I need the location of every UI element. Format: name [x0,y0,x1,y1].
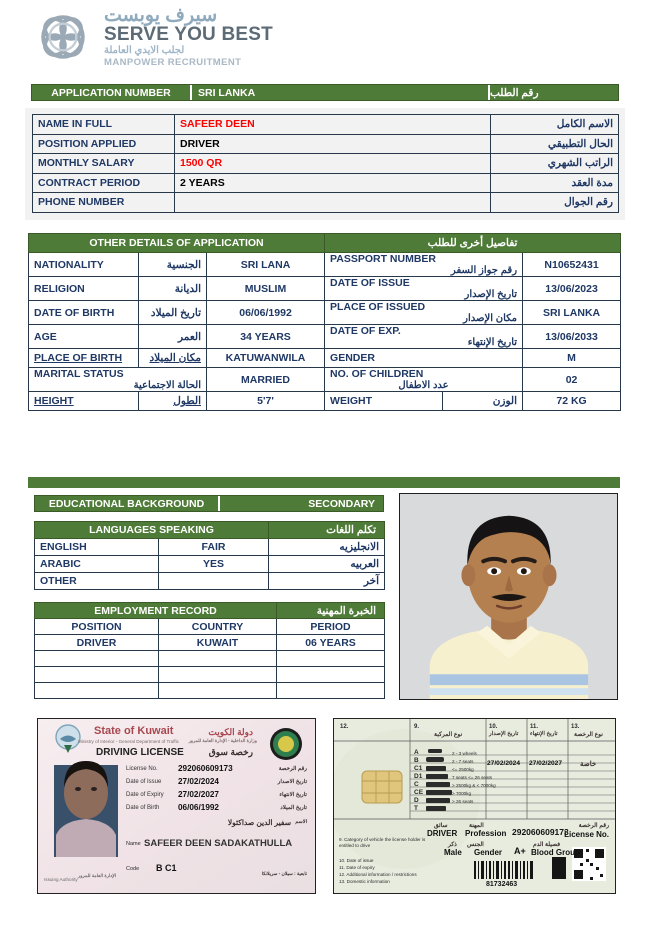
license-name-ar-label: الاسم [295,819,307,825]
table-row [29,368,621,392]
table-row [35,539,385,556]
back-gender-label: Gender [474,848,503,857]
table-row [35,651,385,667]
vclass-d-desc: > 26 seats [452,799,474,804]
label-place-of-birth: PLACE OF BIRTH [29,349,139,368]
back-barcode-number: 81732463 [486,881,518,888]
value-name-in-full: SAFEER DEEN [175,115,491,135]
back-header-expiry-ar: تاريخ الإنتهاء [530,731,558,737]
table-row [35,573,385,590]
application-number-value: SRI LANKA [192,85,490,100]
table-row [35,635,385,651]
value-place-of-issued: SRI LANKA [523,301,621,325]
value-weight: 72 KG [523,392,621,411]
arabic-position-applied: الحال التطبيقي [491,134,619,154]
arabic-date-of-birth: تاريخ الميلاد [139,301,207,325]
arabic-phone-number: رقم الجوال [491,193,619,213]
application-number-bar [31,84,619,101]
column-header-position: POSITION [35,619,159,635]
back-blood-group-label: Blood Group [531,848,580,857]
license-country-en: State of Kuwait [94,725,174,737]
back-note-12: 12. Additional information / restrictions [339,872,417,877]
vclass-c-desc: > 2500kg & < 7000kg [452,783,496,788]
vclass-b-code: B [414,757,419,764]
vclass-ce-code: CE [414,789,424,796]
license-name-ar-value: سفير الدين صداكثولا [227,818,291,827]
value-country-2 [159,651,277,667]
license-dob-value: 06/06/1992 [178,803,219,812]
label-monthly-salary: MONTHLY SALARY [33,154,175,174]
license-country-ar: دولة الكويت [208,727,253,737]
no-of-children-ar: عدد الاطفال [398,380,449,391]
license-expiry-label-ar: تاريخ الانتهاء [279,792,307,798]
arabic-weight: الوزن [443,392,523,411]
arabic-place-of-birth: مكان الميلاد [139,349,207,368]
label-age: AGE [29,325,139,349]
value-passport-number: N10652431 [523,253,621,277]
table-row [29,277,621,301]
driving-license-back-image [333,718,616,894]
date-of-exp-ar: تاريخ الإنتهاء [467,337,518,348]
table-row [35,556,385,573]
license-issue-label-ar: تاريخ الاصدار [277,779,307,785]
table-row [33,173,619,193]
table-row [35,683,385,699]
driving-license-front-image [37,718,316,894]
table-row [35,522,385,539]
license-no-value: 292060609173 [178,764,233,773]
arabic-height: الطول [139,392,207,411]
company-english-tagline: MANPOWER RECRUITMENT [104,57,242,68]
vclass-a-code: A [414,749,419,756]
value-country-3 [159,667,277,683]
educational-background-value: SECONDARY [220,496,383,511]
license-name-value: SAFEER DEEN SADAKATHULLA [144,838,293,849]
back-header-vehicle-type-ar: نوع المركبة [434,732,463,738]
company-logo-icon [32,8,94,66]
back-date-of-issue: 27/02/2024 [487,760,521,767]
label-date-of-exp [325,325,523,349]
vclass-a-desc: 2 - 3 wheels [452,751,477,756]
back-col-11: 11. [530,724,539,730]
license-dob-label: Date of Birth [126,805,160,811]
back-profession-value: DRIVER [427,829,458,838]
date-of-issue-ar: تاريخ الإصدار [464,289,518,300]
table-row [33,193,619,213]
table-row [35,667,385,683]
vclass-c1-desc: <= 2500kg [452,767,474,772]
personal-details-table [32,114,619,213]
arabic-name-in-full: الاسم الكامل [491,115,619,135]
vclass-t-code: T [414,805,418,812]
back-note-10: 10. Date of issue [339,858,374,863]
label-date-of-birth: DATE OF BIRTH [29,301,139,325]
value-language-english: FAIR [159,539,269,556]
marital-status-ar: الحالة الاجتماعية [133,380,201,391]
license-ministry-en: Ministry of Interior - General Department of Traffic [78,739,180,744]
back-date-of-expiry: 27/02/2027 [529,760,563,767]
back-profession-ar-label: المهنة [469,823,484,829]
vclass-ce-desc: > 7000kg [452,791,472,796]
back-gender-value: Male [444,848,462,857]
license-no-label: License No. [126,766,158,772]
label-date-of-issue [325,277,523,301]
table-row [29,301,621,325]
date-of-issue-en: DATE OF ISSUE [330,277,410,289]
label-language-other: OTHER [35,573,159,590]
educational-background-bar [34,495,384,512]
label-gender: GENDER [325,349,523,368]
section-divider-green-bar [28,477,620,488]
table-row [29,253,621,277]
label-marital-status [29,368,207,392]
value-period-3 [277,667,385,683]
value-position-applied: DRIVER [175,134,491,154]
employment-header-en: EMPLOYMENT RECORD [35,603,277,619]
license-issue-value: 27/02/2024 [178,777,219,786]
back-header-issue-ar: تاريخ الإصدار [489,731,519,737]
company-header [0,0,647,74]
value-position-4 [35,683,159,699]
value-date-of-exp: 13/06/2033 [523,325,621,349]
arabic-language-english: الانجليزيه [269,539,385,556]
value-phone-number [175,193,491,213]
label-phone-number: PHONE NUMBER [33,193,175,213]
other-details-table [28,233,621,411]
license-issue-label: Date of Issue [126,779,162,785]
arabic-nationality: الجنسية [139,253,207,277]
no-of-children-en: NO. OF CHILDREN [330,368,424,380]
back-profession-ar-value: سائق [434,823,448,829]
arabic-language-other: آخر [269,573,385,590]
value-nationality: SRI LANA [207,253,325,277]
label-contract-period: CONTRACT PERIOD [33,173,175,193]
languages-header-en: LANGUAGES SPEAKING [35,522,269,539]
back-note-9: 9. Category of vehicle the license holder is entitled to drive [339,837,426,848]
back-col-13: 13. [571,724,580,730]
company-arabic-tagline: لجلب الايدي العاملة [104,45,185,56]
languages-table [34,521,385,590]
column-header-period: PERIOD [277,619,385,635]
license-nationality-ar: تابعية : سيلان - سريلانكا [261,871,307,876]
place-of-issued-en: PLACE OF ISSUED [330,301,426,313]
value-contract-period: 2 YEARS [175,173,491,193]
label-height: HEIGHT [29,392,139,411]
table-row [29,234,621,253]
label-language-arabic: ARABIC [35,556,159,573]
back-note-13: 13. Domestic information [339,879,390,884]
vclass-c1-code: C1 [414,765,423,772]
value-period-1: 06 YEARS [277,635,385,651]
table-row [33,154,619,174]
license-authority-en: Issuing Authority [44,877,78,882]
vclass-d-code: D [414,797,419,804]
back-gender-ar-value: ذكر [448,842,457,848]
back-col-10: 10. [489,724,498,730]
vclass-b-desc: 2 - 7 seats [452,759,474,764]
label-nationality: NATIONALITY [29,253,139,277]
license-ministry-ar: وزارة الداخلية - الإدارة العامة للمرور [188,738,257,743]
table-row [35,603,385,619]
value-period-2 [277,651,385,667]
table-row [33,115,619,135]
back-license-no-value: 292060609173 [512,827,569,837]
back-profession-label: Profession [465,829,507,838]
arabic-contract-period: مدة العقد [491,173,619,193]
label-religion: RELIGION [29,277,139,301]
value-period-4 [277,683,385,699]
arabic-age: العمر [139,325,207,349]
back-col-12: 12. [340,724,349,730]
table-row [35,619,385,635]
application-number-arabic-label: رقم الطلب [490,85,618,100]
value-language-arabic: YES [159,556,269,573]
passport-number-en: PASSPORT NUMBER [330,253,437,265]
label-no-of-children [325,368,523,392]
table-row [29,392,621,411]
value-religion: MUSLIM [207,277,325,301]
label-passport-number [325,253,523,277]
passport-number-ar: رقم جواز السفر [450,265,518,276]
arabic-religion: الديانة [139,277,207,301]
value-country-4 [159,683,277,699]
back-license-type: خاصة [580,761,597,768]
back-note-11: 11. Date of expiry [339,865,375,870]
value-date-of-birth: 06/06/1992 [207,301,325,325]
table-row [29,325,621,349]
back-license-no-label-ar: رقم الرخصة [578,823,609,829]
value-position-3 [35,667,159,683]
license-code-label: Code [126,866,140,872]
applicant-photo [399,493,618,700]
back-gender-ar-label: الجنس [467,842,484,848]
column-header-country: COUNTRY [159,619,277,635]
educational-background-label: EDUCATIONAL BACKGROUND [35,496,220,511]
value-gender: M [523,349,621,368]
license-expiry-label: Date of Expiry [126,792,164,798]
place-of-issued-ar: مكان الإصدار [463,313,518,324]
back-blood-group-value: A+ [514,846,526,856]
marital-status-en: MARITAL STATUS [34,368,124,380]
license-title-en: DRIVING LICENSE [96,747,184,758]
license-code-value: B C1 [156,863,177,873]
label-name-in-full: NAME IN FULL [33,115,175,135]
vclass-d1-code: D1 [414,773,423,780]
license-expiry-value: 27/02/2027 [178,790,219,799]
value-monthly-salary: 1500 QR [175,154,491,174]
table-row [33,134,619,154]
value-age: 34 YEARS [207,325,325,349]
value-marital-status: MARRIED [207,368,325,392]
company-arabic-name: سيرف يوبست [104,5,218,26]
table-row [29,349,621,368]
back-header-license-type-ar: نوع الرخصة [574,732,603,738]
license-authority-ar: الإدارة العامة للمرور [78,873,117,878]
other-details-header-ar: تفاصيل أخرى للطلب [325,234,621,253]
other-details-header-en: OTHER DETAILS OF APPLICATION [29,234,325,253]
company-english-name: SERVE YOU BEST [104,24,273,45]
value-no-of-children: 02 [523,368,621,392]
back-col-9: 9. [414,724,420,730]
value-position-1: DRIVER [35,635,159,651]
employment-header-ar: الخبرة المهنية [277,603,385,619]
license-dob-label-ar: تاريخ الميلاد [280,805,307,811]
employment-record-table [34,602,385,699]
value-height: 5'7' [207,392,325,411]
value-date-of-issue: 13/06/2023 [523,277,621,301]
arabic-language-arabic: العربيه [269,556,385,573]
license-name-label: Name [126,841,141,847]
label-place-of-issued [325,301,523,325]
license-no-label-ar: رقم الرخصة [278,766,307,772]
label-position-applied: POSITION APPLIED [33,134,175,154]
back-license-no-label: License No. [564,830,609,839]
value-country-1: KUWAIT [159,635,277,651]
application-number-label: APPLICATION NUMBER [32,85,192,100]
license-title-ar: رخصة سوق [208,747,253,757]
label-language-english: ENGLISH [35,539,159,556]
arabic-monthly-salary: الراتب الشهري [491,154,619,174]
languages-header-ar: تكلم اللغات [269,522,385,539]
value-place-of-birth: KATUWANWILA [207,349,325,368]
vclass-c-code: C [414,781,419,788]
date-of-exp-en: DATE OF EXP. [330,325,401,337]
value-position-2 [35,651,159,667]
value-language-other [159,573,269,590]
vclass-d1-desc: 7 seats <= 26 seats [452,775,493,780]
back-blood-group-ar-label: فصيلة الدم [533,842,561,848]
label-weight: WEIGHT [325,392,443,411]
